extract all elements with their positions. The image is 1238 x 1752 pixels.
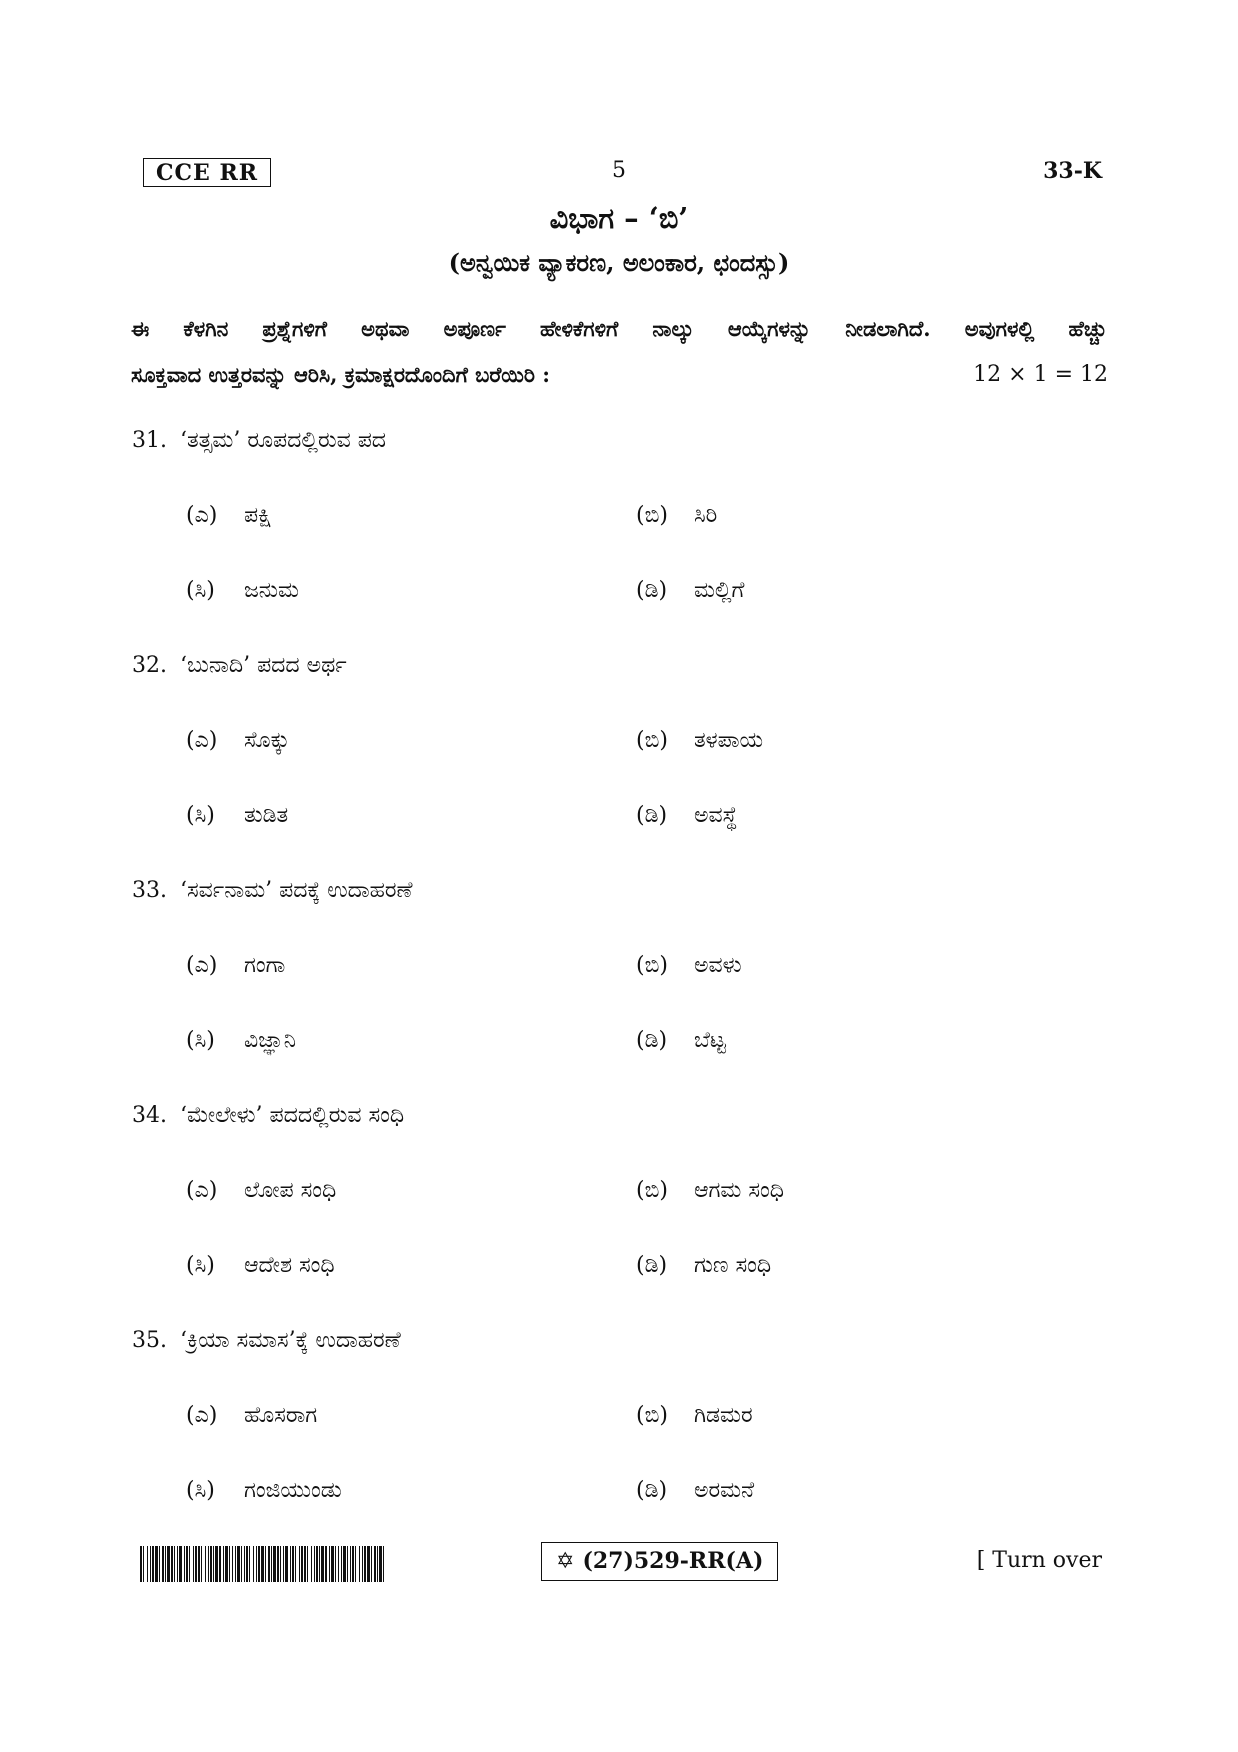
- barcode-bar: [253, 1546, 254, 1582]
- question-number: 31.: [132, 428, 167, 453]
- barcode-bar: [143, 1546, 144, 1582]
- barcode-bar: [359, 1546, 360, 1582]
- barcode-bar: [362, 1546, 363, 1582]
- barcode-bar: [329, 1546, 330, 1582]
- barcode-bar: [189, 1546, 190, 1582]
- instructions-line-2: ಸೂಕ್ತವಾದ ಉತ್ತರವನ್ನು ಆರಿಸಿ, ಕ್ರಮಾಕ್ಷರದೊಂದಿಗೆ ಬರೆಯಿರಿ :: [131, 362, 550, 387]
- option-label: (ಸಿ): [186, 578, 215, 603]
- question-text: ‘ಬುನಾದಿ’ ಪದದ ಅರ್ಥ: [180, 653, 347, 678]
- barcode-bar: [159, 1546, 160, 1582]
- barcode-bar: [155, 1546, 158, 1582]
- option-a: [186, 724, 290, 758]
- option-label: (ಸಿ): [186, 803, 215, 828]
- barcode-bar: [198, 1546, 200, 1582]
- question-32: [132, 649, 347, 683]
- option-text: ಗಿಡಮರ: [694, 1403, 753, 1428]
- barcode-bar: [304, 1546, 306, 1582]
- option-c: [186, 1474, 342, 1508]
- barcode-bar: [177, 1546, 178, 1582]
- barcode-bar: [321, 1546, 324, 1582]
- option-text: ಅವಳು: [694, 953, 742, 978]
- barcode-bar: [307, 1546, 308, 1582]
- option-text: ಅವಸ್ಥೆ: [694, 803, 738, 828]
- option-d: [636, 574, 744, 608]
- option-text: ಆಗಮ ಸಂಧಿ: [694, 1178, 784, 1203]
- option-text: ಬೆಟ್ಟ: [694, 1028, 726, 1053]
- option-d: [636, 1024, 726, 1058]
- option-b: [636, 1399, 753, 1433]
- barcode-bar: [335, 1546, 336, 1582]
- barcode-bar: [338, 1546, 339, 1582]
- barcode-bar: [213, 1546, 214, 1582]
- barcode-bar: [299, 1546, 300, 1582]
- barcode-bar: [371, 1546, 372, 1582]
- barcode-bar: [364, 1546, 366, 1582]
- barcode-bar: [283, 1546, 284, 1582]
- option-text: ತುಡಿತ: [244, 803, 289, 828]
- barcode-bar: [314, 1546, 315, 1582]
- barcode-bar: [241, 1546, 242, 1582]
- option-b: [636, 1174, 784, 1208]
- barcode-bar: [367, 1546, 370, 1582]
- option-label: (ಬಿ): [636, 1403, 668, 1428]
- page-number: 5: [612, 158, 626, 183]
- option-d: [636, 799, 737, 833]
- option-text: ಸಿರಿ: [694, 503, 718, 528]
- barcode-bar: [193, 1546, 194, 1582]
- question-35: [132, 1324, 401, 1358]
- barcode-bar: [268, 1546, 270, 1582]
- option-text: ವಿಜ್ಞಾನಿ: [244, 1028, 297, 1053]
- option-d: [636, 1249, 771, 1283]
- barcode-bar: [285, 1546, 288, 1582]
- question-number: 34.: [132, 1103, 167, 1128]
- section-subtitle: (ಅನ್ವಯಿಕ ವ್ಯಾಕರಣ, ಅಲಂಕಾರ, ಛಂದಸ್ಸು): [448, 248, 790, 277]
- section-title: ವಿಭಾಗ – ‘ಬಿ’: [549, 201, 689, 235]
- barcode-bar: [271, 1546, 272, 1582]
- paper-code-box: CCE RR: [143, 158, 271, 187]
- option-text: ಗುಣ ಸಂಧಿ: [694, 1253, 772, 1278]
- option-text: ಆದೇಶ ಸಂಧಿ: [244, 1253, 335, 1278]
- barcode-bar: [195, 1546, 197, 1582]
- question-number: 35.: [132, 1328, 167, 1353]
- barcode-bar: [311, 1546, 312, 1582]
- option-label: (ಡಿ): [636, 1253, 668, 1278]
- barcode-bar: [229, 1546, 230, 1582]
- barcode-bar: [152, 1546, 154, 1582]
- option-label: (ಎ): [186, 503, 218, 528]
- barcode-bar: [280, 1546, 281, 1582]
- barcode: [140, 1546, 384, 1582]
- barcode-bar: [379, 1546, 382, 1582]
- barcode-bar: [290, 1546, 291, 1582]
- barcode-bar: [232, 1546, 233, 1582]
- barcode-bar: [258, 1546, 260, 1582]
- barcode-bar: [235, 1546, 236, 1582]
- barcode-bar: [319, 1546, 320, 1582]
- option-a: [186, 949, 285, 983]
- barcode-bar: [352, 1546, 354, 1582]
- option-text: ಜನುಮ: [244, 578, 299, 603]
- barcode-bar: [256, 1546, 257, 1582]
- barcode-bar: [343, 1546, 346, 1582]
- barcode-bar: [205, 1546, 206, 1582]
- barcode-bar: [273, 1546, 276, 1582]
- option-label: (ಡಿ): [636, 803, 668, 828]
- barcode-bar: [325, 1546, 327, 1582]
- turn-over-note: [ Turn over: [976, 1548, 1102, 1573]
- barcode-bar: [171, 1546, 173, 1582]
- option-label: (ಎ): [186, 953, 218, 978]
- question-34: [132, 1099, 404, 1133]
- option-c: [186, 799, 288, 833]
- six-pointed-star-icon: ✡: [556, 1549, 575, 1574]
- question-number: 33.: [132, 878, 167, 903]
- option-label: (ಡಿ): [636, 1478, 668, 1503]
- question-paper-code: (27)529-RR(A): [582, 1548, 764, 1574]
- barcode-bar: [150, 1546, 151, 1582]
- option-text: ಗಂಜಿಯುಂಡು: [244, 1478, 342, 1503]
- question-paper-code-box: [541, 1542, 778, 1581]
- barcode-bar: [347, 1546, 348, 1582]
- barcode-bar: [223, 1546, 224, 1582]
- option-c: [186, 574, 299, 608]
- question-text: ‘ಸರ್ವನಾಮ’ ಪದಕ್ಕೆ ಉದಾಹರಣೆ: [180, 878, 413, 903]
- barcode-bar: [265, 1546, 266, 1582]
- subject-code: 33-K: [1043, 158, 1102, 184]
- option-b: [636, 724, 763, 758]
- option-label: (ಬಿ): [636, 503, 668, 528]
- question-text: ‘ತತ್ಸಮ’ ರೂಪದಲ್ಲಿರುವ ಪದ: [180, 428, 387, 453]
- barcode-bar: [246, 1546, 248, 1582]
- barcode-bar: [237, 1546, 240, 1582]
- barcode-bar: [179, 1546, 182, 1582]
- barcode-bar: [162, 1546, 164, 1582]
- question-33: [132, 874, 413, 908]
- barcode-bar: [225, 1546, 228, 1582]
- barcode-bar: [147, 1546, 148, 1582]
- option-c: [186, 1024, 296, 1058]
- barcode-bar: [244, 1546, 245, 1582]
- option-label: (ಬಿ): [636, 1178, 668, 1203]
- option-text: ಹೊಸರಾಗ: [244, 1403, 318, 1428]
- question-31: [132, 424, 386, 458]
- barcode-bar: [295, 1546, 296, 1582]
- option-label: (ಎ): [186, 728, 218, 753]
- barcode-bar: [186, 1546, 188, 1582]
- option-label: (ಡಿ): [636, 1028, 668, 1053]
- barcode-bar: [292, 1546, 294, 1582]
- barcode-bar: [261, 1546, 264, 1582]
- option-text: ಮಲ್ಲಿಗೆ: [694, 578, 745, 603]
- option-label: (ಎ): [186, 1403, 218, 1428]
- option-b: [636, 949, 742, 983]
- barcode-bar: [377, 1546, 378, 1582]
- barcode-bar: [350, 1546, 351, 1582]
- barcode-bar: [355, 1546, 356, 1582]
- option-text: ಲೋಪ ಸಂಧಿ: [244, 1178, 337, 1203]
- option-a: [186, 1174, 336, 1208]
- option-a: [186, 499, 272, 533]
- question-number: 32.: [132, 653, 167, 678]
- option-label: (ಬಿ): [636, 953, 668, 978]
- option-label: (ಸಿ): [186, 1478, 215, 1503]
- instructions-line-1: ಈ ಕೆಳಗಿನ ಪ್ರಶ್ನೆಗಳಿಗೆ ಅಥವಾ ಅಪೂರ್ಣ ಹೇಳಿಕೆಗಳಿಗೆ ನಾಲ್ಕು ಆಯ್ಕೆಗಳನ್ನು ನೀಡಲಾಗಿದೆ. ಅವುಗಳಲ್ಲಿ ಹೆಚ್ಚು: [131, 316, 1107, 341]
- option-label: (ಡಿ): [636, 578, 668, 603]
- option-label: (ಎ): [186, 1178, 218, 1203]
- barcode-bar: [184, 1546, 185, 1582]
- option-label: (ಸಿ): [186, 1028, 215, 1053]
- option-text: ಗಂಗಾ: [244, 953, 286, 978]
- barcode-bar: [316, 1546, 318, 1582]
- option-d: [636, 1474, 754, 1508]
- barcode-bar: [201, 1546, 202, 1582]
- barcode-bar: [374, 1546, 376, 1582]
- option-text: ಸೊಕ್ಕು: [244, 728, 290, 753]
- barcode-bar: [331, 1546, 334, 1582]
- option-b: [636, 499, 717, 533]
- barcode-bar: [140, 1546, 142, 1582]
- barcode-bar: [210, 1546, 212, 1582]
- barcode-bar: [215, 1546, 218, 1582]
- option-label: (ಬಿ): [636, 728, 668, 753]
- option-text: ಪಕ್ಷಿ: [244, 503, 272, 528]
- marks-allocation: 12 × 1 = 12: [973, 362, 1108, 387]
- barcode-bar: [167, 1546, 170, 1582]
- barcode-bar: [249, 1546, 250, 1582]
- question-text: ‘ಕ್ರಿಯಾ ಸಮಾಸ’ಕ್ಕೆ ಉದಾಹರಣೆ: [180, 1328, 401, 1353]
- barcode-bar: [277, 1546, 279, 1582]
- barcode-bar: [219, 1546, 221, 1582]
- question-text: ‘ಮೇಲೇಳು’ ಪದದಲ್ಲಿರುವ ಸಂಧಿ: [180, 1103, 405, 1128]
- barcode-bar: [165, 1546, 166, 1582]
- barcode-bar: [383, 1546, 384, 1582]
- barcode-bar: [341, 1546, 342, 1582]
- barcode-bar: [174, 1546, 175, 1582]
- option-label: (ಸಿ): [186, 1253, 215, 1278]
- option-text: ಅರಮನೆ: [694, 1478, 755, 1503]
- option-c: [186, 1249, 335, 1283]
- option-text: ತಳಪಾಯ: [694, 728, 764, 753]
- barcode-bar: [301, 1546, 303, 1582]
- option-a: [186, 1399, 317, 1433]
- barcode-bar: [208, 1546, 209, 1582]
